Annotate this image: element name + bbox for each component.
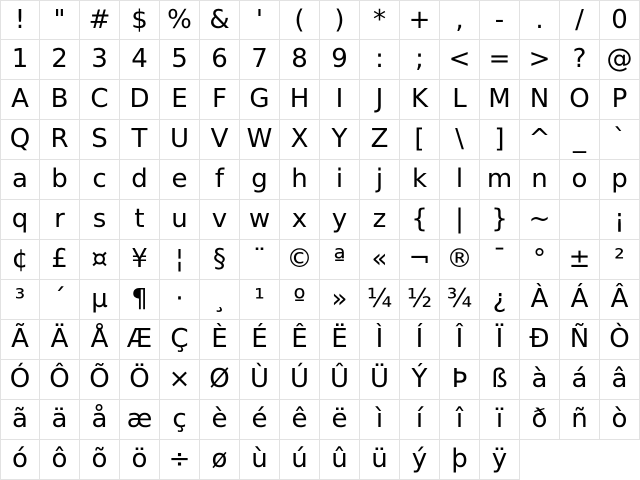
glyph-cell: ª [320,240,360,280]
glyph-cell: l [440,160,480,200]
glyph-cell: k [400,160,440,200]
glyph-cell: ¿ [480,280,520,320]
glyph-cell: þ [440,440,480,480]
glyph-cell: ¹ [240,280,280,320]
glyph-cell: £ [40,240,80,280]
glyph-cell: > [520,40,560,80]
glyph-cell: æ [120,400,160,440]
glyph-cell: ~ [520,200,560,240]
glyph-cell: Ü [360,360,400,400]
glyph-cell: Z [360,120,400,160]
glyph-cell: 7 [240,40,280,80]
glyph-row [0,40,640,80]
glyph-cell: Å [80,320,120,360]
glyph-row [0,200,640,240]
glyph-cell: ® [440,240,480,280]
glyph-cell: M [480,80,520,120]
glyph-cell: ` [600,120,640,160]
glyph-cell: D [120,80,160,120]
glyph-cell: ± [560,240,600,280]
glyph-cell: } [480,200,520,240]
glyph-cell: 0 [600,0,640,40]
glyph-row [0,280,640,320]
glyph-cell: ^ [520,120,560,160]
glyph-cell: ý [400,440,440,480]
glyph-cell: W [240,120,280,160]
glyph-cell: ' [240,0,280,40]
glyph-cell: j [360,160,400,200]
glyph-cell: x [280,200,320,240]
glyph-cell: î [440,400,480,440]
glyph-cell: © [280,240,320,280]
glyph-cell: ÿ [480,440,520,480]
glyph-cell: Î [440,320,480,360]
glyph-cell: y [320,200,360,240]
glyph-cell: ï [480,400,520,440]
glyph-cell: . [520,0,560,40]
glyph-cell: Á [560,280,600,320]
glyph-cell: Ê [280,320,320,360]
glyph-cell: À [520,280,560,320]
glyph-cell: Ñ [560,320,600,360]
glyph-cell: Ö [120,360,160,400]
glyph-cell: 9 [320,40,360,80]
glyph-cell: g [240,160,280,200]
glyph-cell: = [480,40,520,80]
glyph-cell: Í [400,320,440,360]
glyph-cell: , [440,0,480,40]
glyph-cell: : [360,40,400,80]
glyph-cell: C [80,80,120,120]
glyph-cell: ç [160,400,200,440]
glyph-cell: < [440,40,480,80]
glyph-cell: Ô [40,360,80,400]
glyph-cell: ú [280,440,320,480]
glyph-cell: é [240,400,280,440]
glyph-cell: _ [560,120,600,160]
glyph-cell: ÷ [160,440,200,480]
glyph-cell: F [200,80,240,120]
glyph-cell: N [520,80,560,120]
glyph-cell: Â [600,280,640,320]
glyph-cell: r [40,200,80,240]
glyph-cell: [ [400,120,440,160]
glyph-cell: R [40,120,80,160]
glyph-cell: o [560,160,600,200]
glyph-cell: Ú [280,360,320,400]
glyph-cell: $ [120,0,160,40]
glyph-cell: h [280,160,320,200]
glyph-cell: p [600,160,640,200]
glyph-row [0,160,640,200]
glyph-cell: f [200,160,240,200]
glyph-cell: ? [560,40,600,80]
glyph-cell: a [0,160,40,200]
glyph-cell: Ë [320,320,360,360]
glyph-cell: " [40,0,80,40]
glyph-cell: ¾ [440,280,480,320]
glyph-row [0,320,640,360]
glyph-cell: â [600,360,640,400]
glyph-cell: Ù [240,360,280,400]
glyph-cell: T [120,120,160,160]
glyph-cell: Y [320,120,360,160]
glyph-cell: Õ [80,360,120,400]
glyph-cell: è [200,400,240,440]
glyph-cell: ¢ [0,240,40,280]
glyph-cell: á [560,360,600,400]
glyph-cell: È [200,320,240,360]
glyph-cell: ä [40,400,80,440]
glyph-cell: å [80,400,120,440]
glyph-cell: X [280,120,320,160]
glyph-cell: ( [280,0,320,40]
glyph-cell: 5 [160,40,200,80]
glyph-cell: · [160,280,200,320]
glyph-cell: ¤ [80,240,120,280]
glyph-cell: 6 [200,40,240,80]
glyph-cell [560,200,600,240]
glyph-cell: 8 [280,40,320,80]
glyph-row [0,360,640,400]
glyph-cell: ø [200,440,240,480]
glyph-cell: ü [360,440,400,480]
glyph-cell: ¸ [200,280,240,320]
glyph-cell: ô [40,440,80,480]
glyph-cell: c [80,160,120,200]
glyph-cell: » [320,280,360,320]
glyph-cell: ! [0,0,40,40]
glyph-cell: Ý [400,360,440,400]
glyph-cell: e [160,160,200,200]
glyph-row [0,240,640,280]
glyph-cell: Ó [0,360,40,400]
glyph-cell: K [400,80,440,120]
glyph-cell: E [160,80,200,120]
glyph-cell: i [320,160,360,200]
glyph-cell: ð [520,400,560,440]
glyph-cell: G [240,80,280,120]
glyph-cell: # [80,0,120,40]
glyph-cell: Ø [200,360,240,400]
glyph-cell: \ [440,120,480,160]
glyph-cell: ¦ [160,240,200,280]
glyph-row [0,120,640,160]
glyph-cell: ñ [560,400,600,440]
glyph-cell: ¶ [120,280,160,320]
glyph-cell: ß [480,360,520,400]
glyph-cell: ì [360,400,400,440]
glyph-cell: 1 [0,40,40,80]
glyph-cell: Û [320,360,360,400]
glyph-cell: L [440,80,480,120]
glyph-cell: § [200,240,240,280]
glyph-cell: ° [520,240,560,280]
glyph-row [0,0,640,40]
glyph-cell: v [200,200,240,240]
glyph-cell: I [320,80,360,120]
glyph-cell: P [600,80,640,120]
glyph-cell: 3 [80,40,120,80]
glyph-cell: Þ [440,360,480,400]
glyph-cell: ã [0,400,40,440]
glyph-cell: Ç [160,320,200,360]
glyph-cell: u [160,200,200,240]
glyph-cell: d [120,160,160,200]
glyph-cell: J [360,80,400,120]
glyph-cell: º [280,280,320,320]
glyph-row [0,80,640,120]
glyph-cell: | [440,200,480,240]
glyph-cell: « [360,240,400,280]
glyph-row [0,440,640,480]
glyph-cell: Ð [520,320,560,360]
glyph-cell: ë [320,400,360,440]
glyph-cell: ¼ [360,280,400,320]
glyph-cell: ö [120,440,160,480]
glyph-cell: Ì [360,320,400,360]
glyph-cell: b [40,160,80,200]
glyph-cell: ) [320,0,360,40]
glyph-cell: - [480,0,520,40]
glyph-cell: Ã [0,320,40,360]
glyph-cell: O [560,80,600,120]
glyph-row [0,400,640,440]
glyph-cell: 4 [120,40,160,80]
glyph-cell: í [400,400,440,440]
glyph-cell: µ [80,280,120,320]
glyph-cell: ¯ [480,240,520,280]
glyph-cell: s [80,200,120,240]
glyph-cell: ] [480,120,520,160]
glyph-cell: S [80,120,120,160]
glyph-cell: ² [600,240,640,280]
glyph-cell: ¥ [120,240,160,280]
glyph-cell: Ä [40,320,80,360]
glyph-cell: Ò [600,320,640,360]
glyph-cell: × [160,360,200,400]
glyph-cell: * [360,0,400,40]
glyph-cell: U [160,120,200,160]
glyph-cell: Æ [120,320,160,360]
glyph-cell: Q [0,120,40,160]
glyph-cell: ¡ [600,200,640,240]
glyph-cell: ù [240,440,280,480]
glyph-cell: w [240,200,280,240]
glyph-cell: & [200,0,240,40]
glyph-cell: n [520,160,560,200]
glyph-cell: + [400,0,440,40]
glyph-cell: É [240,320,280,360]
glyph-cell: t [120,200,160,240]
glyph-cell: q [0,200,40,240]
glyph-cell: ó [0,440,40,480]
glyph-cell: Ï [480,320,520,360]
glyph-cell: % [160,0,200,40]
glyph-cell: z [360,200,400,240]
glyph-cell: ³ [0,280,40,320]
glyph-cell: ¬ [400,240,440,280]
glyph-cell: m [480,160,520,200]
glyph-cell: A [0,80,40,120]
glyph-cell: @ [600,40,640,80]
glyph-cell: ´ [40,280,80,320]
glyph-cell: / [560,0,600,40]
glyph-cell: V [200,120,240,160]
glyph-cell: õ [80,440,120,480]
glyph-cell: B [40,80,80,120]
glyph-cell: û [320,440,360,480]
glyph-cell: ê [280,400,320,440]
glyph-cell: ; [400,40,440,80]
glyph-cell: 2 [40,40,80,80]
glyph-cell: à [520,360,560,400]
glyph-cell: { [400,200,440,240]
glyph-cell: ò [600,400,640,440]
glyph-cell: ¨ [240,240,280,280]
glyph-cell: H [280,80,320,120]
glyph-cell: ½ [400,280,440,320]
